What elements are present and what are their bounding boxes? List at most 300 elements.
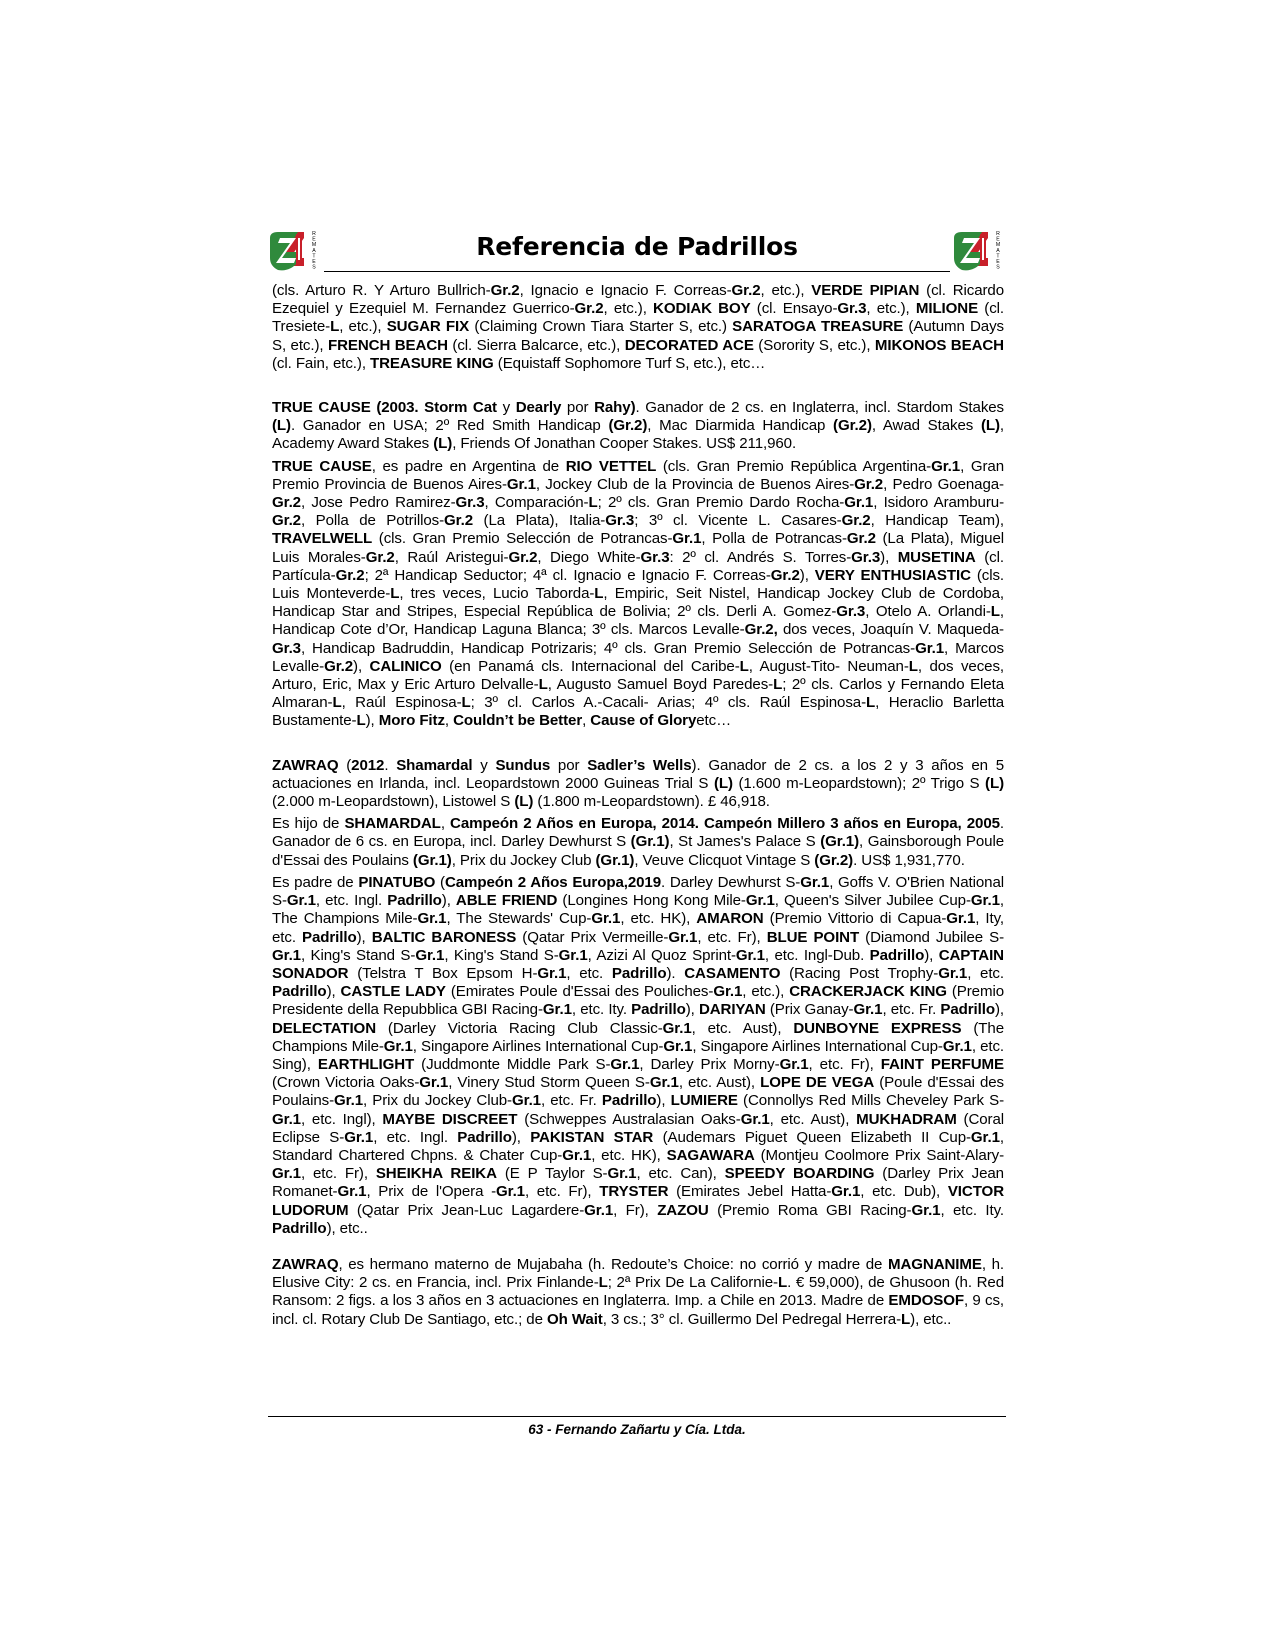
bold-text: LUMIERE (670, 1092, 738, 1110)
text-run: (Racing Post Trophy- (780, 964, 939, 982)
text-run: , etc. Ingl. (315, 892, 388, 910)
text-run: (cls. Gran Premio Selección de Potrancas- (372, 530, 673, 548)
text-run: , Gainsborough Poule d'Essai des Poulains (272, 833, 1004, 869)
text-run: , es hermano materno de Mujabaha (h. Redoute’s Choice: no corrió y madre de (338, 1255, 888, 1273)
bold-text: SARATOGA TREASURE (732, 318, 904, 336)
bold-text: RIO VETTEL (565, 457, 657, 475)
bold-text: Gr.1 (649, 1074, 679, 1092)
text-run: , Ity, etc. (272, 910, 1005, 946)
bold-text: SUGAR FIX (386, 318, 470, 336)
text-run: , Academy Award Stakes (272, 417, 1005, 453)
text-run: , etc. Ity. (940, 1201, 1004, 1219)
bold-text: MIKONOS BEACH (874, 336, 1004, 354)
text-run: ; 3º cl. Carlos A.-Cacali- Arias; 4º cls. Raúl Espinosa- (470, 694, 867, 712)
text-run: , etc. Aust), (691, 1019, 794, 1037)
text-run: (Poule d'Essai des Poulains- (272, 1074, 1004, 1110)
bold-text: (Gr.2) (608, 417, 648, 435)
text-run: : 2º cl. Andrés S. Torres- (669, 548, 852, 566)
text-run: (La Plata), Miguel Luis Morales- (272, 530, 1004, 566)
text-run: , etc. Ity. (571, 1001, 632, 1019)
bold-text: Gr.1 (558, 946, 588, 964)
text-run: (cl. Ensayo- (750, 300, 838, 318)
logo-letter: T (312, 253, 316, 260)
bold-text: (L) (514, 793, 534, 811)
text-run: (Connollys Red Mills Cheveley Park S- (737, 1092, 1005, 1110)
text-run: , Otelo A. Orlandi- (865, 603, 991, 621)
text-run: (Juddmonte Middle Park S- (414, 1055, 611, 1073)
text-run: , Singapore Airlines International Cup- (412, 1037, 664, 1055)
bold-text: (L) (433, 435, 453, 453)
text-run: , etc.), (339, 318, 387, 336)
bold-text: Campeón 2 Años Europa,2019 (444, 873, 662, 891)
bold-text: Oh Wait (546, 1310, 603, 1328)
bold-text: Campeón 2 Años en Europa, 2014. Campeón Millero 3 años en Europa, 2005 (450, 815, 1000, 833)
text-run: , Diego White- (537, 548, 641, 566)
text-run: , etc. Aust), (678, 1074, 761, 1092)
bold-text: Gr.1 (931, 457, 961, 475)
text-run: , Awad Stakes (871, 417, 981, 435)
text-run: , Fr), (613, 1201, 658, 1219)
bold-text: Gr.1 (970, 892, 1000, 910)
text-run: . US$ 1,931,770. (853, 851, 965, 869)
text-run: , Empiric, Seit Nistel, Handicap Jockey Club de Cordoba, Handicap Star and Stripes, Especial República de Bolivia; 2º cls. Derli A. Gomez- (272, 585, 1004, 621)
text-run: (Diamond Jubilee S- (859, 928, 1005, 946)
bold-text: L (330, 318, 340, 336)
text-run: (Premio Presidente della Repubblica GBI Racing- (272, 983, 1004, 1019)
bold-text: Gr.2 (770, 566, 800, 584)
page-footer: 63 - Fernando Zañartu y Cía. Ltda. (528, 1422, 746, 1437)
text-run: . Ganador de 6 cs. en Europa, incl. Darley Dewhurst S (272, 815, 1004, 851)
text-run: , The Stewards' Cup- (446, 910, 592, 928)
text-run: ), (880, 548, 898, 566)
text-run: (The Champions Mile- (272, 1019, 1004, 1055)
bold-text: (Gr.2) (833, 417, 872, 435)
bold-text: CRACKERJACK KING (789, 983, 947, 1001)
bold-text: Gr.1 (584, 1201, 614, 1219)
text-run: , etc. (967, 964, 1004, 982)
bold-text: SHEIKHA REIKA (375, 1165, 497, 1183)
bold-text: DARIYAN (698, 1001, 766, 1019)
bold-text: KODIAK BOY (653, 300, 751, 318)
text-run: , Pedro Goenaga- (883, 475, 1004, 493)
bold-text: Gr.1 (844, 494, 874, 512)
bold-text: L (901, 1310, 911, 1328)
bold-text: (L) (980, 417, 1000, 435)
logo-letter: S (996, 264, 1000, 271)
bold-text: (Gr.1) (630, 833, 670, 851)
bold-text: Gr.1 (662, 1019, 692, 1037)
bold-text: Gr.2 (324, 657, 354, 675)
text-run: . Ganador en USA; 2º Red Smith Handicap (290, 417, 609, 435)
bold-text: Gr.2, (744, 621, 778, 639)
text-run: , etc. HK), (591, 1146, 667, 1164)
bold-text: (Gr.2) (814, 851, 854, 869)
bold-text: Gr.2 (335, 566, 365, 584)
bold-text: MUKHADRAM (856, 1110, 957, 1128)
bold-text: L (739, 657, 749, 675)
text-run: , Prix du Jockey Club- (363, 1092, 512, 1110)
text-run: , dos veces, Arturo, Eric, Max y Eric Arturo Delvalle- (272, 657, 1004, 694)
bold-text: (L) (985, 774, 1005, 792)
bold-text: CASTLE LADY (340, 983, 446, 1001)
bold-text: Gr.2 (841, 512, 871, 530)
bold-text: L (332, 694, 342, 712)
logo-bar-stripe (982, 238, 984, 260)
text-run: (cls. Luis Monteverde- (272, 566, 1004, 603)
bold-text: Gr.1 (511, 1092, 541, 1110)
zr-remates-logo-right (952, 228, 1006, 274)
text-run: , Augusto Samuel Boyd Paredes- (547, 676, 774, 694)
text-run: ; 2º cls. Carlos y Fernando Eleta Almaran- (272, 676, 1004, 712)
bold-text: TRYSTER (599, 1183, 669, 1201)
bold-text: Gr.2 (490, 282, 520, 299)
bold-text: L (461, 694, 471, 712)
text-run: , Handicap Team), (870, 512, 1004, 530)
bold-text: AMARON (696, 910, 764, 928)
bold-text: Rahy) (594, 399, 636, 417)
bold-text: Gr.2 (574, 300, 604, 318)
bold-text: CALINICO (369, 657, 442, 675)
text-run: , etc.), (760, 282, 812, 299)
text-run: , Jose Pedro Ramirez- (300, 494, 456, 512)
text-run: (Autumn Days S, etc.), (272, 318, 1004, 354)
bold-text: Gr.1 (591, 910, 621, 928)
logo-letter: E (312, 259, 316, 265)
text-run: (E P Taylor S- (496, 1165, 608, 1183)
text-run: , etc. Ingl-Dub. (764, 946, 870, 964)
text-run: ), (365, 712, 379, 730)
text-run: dos veces, Joaquín V. Maqueda- (777, 621, 1004, 639)
text-run: , Azizi Al Quoz Sprint- (587, 946, 736, 964)
text-run: , etc. Fr), (300, 1165, 376, 1183)
bold-text: Gr.1 (668, 928, 698, 946)
text-run: , etc. Fr), (808, 1055, 881, 1073)
bold-text: Padrillo (631, 1001, 686, 1019)
text-run: por (550, 756, 588, 774)
text-run: , (440, 815, 451, 833)
logo-letter: E (996, 259, 1000, 265)
bold-text: Gr.1 (537, 964, 567, 982)
text-run: , etc. Ingl), (300, 1110, 383, 1128)
text-run: ), (326, 983, 341, 1001)
paragraph-shamardal-offspring (272, 874, 1004, 1238)
text-run: ; 2º cls. Gran Premio Dardo Rocha- (597, 494, 845, 512)
text-run: (Schweppes Australasian Oaks- (517, 1110, 741, 1128)
zr-remates-logo (268, 228, 322, 274)
bold-text: MUSETINA (897, 548, 976, 566)
bold-text: Gr.1 (853, 1001, 883, 1019)
bold-text: Padrillo (940, 1001, 995, 1019)
text-run: (Prix Ganay- (765, 1001, 854, 1019)
text-run: Es hijo de (272, 815, 345, 833)
bold-text: Gr.2 (365, 548, 395, 566)
bold-text: Gr.2 (508, 548, 538, 566)
bold-text: Gr.3 (605, 512, 635, 530)
text-run: (Montjeu Coolmore Prix Saint-Alary- (754, 1146, 1005, 1164)
bold-text: Gr.1 (663, 1037, 693, 1055)
text-run: , etc. Aust), (769, 1110, 857, 1128)
text-run: , Isidoro Aramburu- (873, 494, 1004, 512)
text-run: , Polla de Potrancas- (701, 530, 847, 548)
text-run: , Vinery Stud Storm Queen S- (448, 1074, 650, 1092)
bold-text: EMDOSOF (888, 1292, 965, 1310)
logo-letter: T (996, 253, 1000, 260)
bold-text: Gr.1 (383, 1037, 413, 1055)
text-run: , 9 cs, incl. cl. Rotary Club De Santiago, etc.; de (272, 1292, 1005, 1328)
bold-text: Gr.1 (415, 946, 445, 964)
text-run: (Qatar Prix Jean-Luc Lagardere- (348, 1201, 585, 1219)
text-run: , 3 cs.; 3° cl. Guillermo Del Pedregal Herrera- (602, 1310, 902, 1328)
bold-text: TREASURE KING (370, 354, 494, 372)
text-run: (2.000 m-Leopardstown), Listowel S (272, 793, 515, 811)
text-run: , Marcos Levalle- (272, 639, 1004, 675)
paragraph-true-cause (272, 399, 1004, 454)
bold-text: L (908, 657, 918, 675)
text-run: , etc. Fr), (697, 928, 767, 946)
bold-text: Gr.3 (640, 548, 670, 566)
text-run: , Prix du Jockey Club (451, 851, 596, 869)
bold-text: MAYBE DISCREET (382, 1110, 518, 1128)
text-run: (cls. Gran Premio República Argentina- (656, 457, 932, 475)
text-run: , King's Stand S- (444, 946, 559, 964)
text-run: (en Panamá cls. Internacional del Caribe- (441, 657, 740, 675)
bold-text: L (390, 585, 400, 603)
text-run: , etc. Fr), (524, 1183, 600, 1201)
bold-text: L (598, 1274, 608, 1292)
bold-text: PINATUBO (358, 873, 436, 891)
logo-letter: A (996, 247, 1000, 254)
bold-text: ZAZOU (657, 1201, 709, 1219)
text-run: , etc. HK), (620, 910, 697, 928)
logo-letter: R (996, 231, 1000, 237)
bold-text: CAPTAIN SONADOR (272, 946, 1004, 982)
bold-text: Gr.2 (854, 475, 884, 493)
bold-text: Dearly (515, 399, 562, 417)
bold-text: Gr.2 (846, 530, 876, 548)
text-run: (Audemars Piguet Queen Elizabeth II Cup- (653, 1128, 971, 1146)
bold-text: BALTIC BARONESS (371, 928, 517, 946)
bold-text: L (588, 494, 598, 512)
text-run: (Crown Victoria Oaks- (272, 1074, 420, 1092)
bold-text: L (594, 585, 604, 603)
bold-text: Gr.2 (444, 512, 473, 530)
text-run: (cl. Partícula- (272, 548, 1004, 584)
bold-text: Gr.1 (610, 1055, 640, 1073)
bold-text: Padrillo (869, 946, 925, 964)
text-run: , Raúl Espinosa- (341, 694, 462, 712)
bold-text: Gr.1 (745, 892, 775, 910)
text-run: , etc. Sing), (272, 1037, 1005, 1073)
text-run: , Gran Premio Provincia de Buenos Aires- (272, 457, 1004, 493)
bold-text: (L) (713, 774, 733, 792)
bold-text: Gr.1 (938, 964, 968, 982)
text-run: , Handicap Badruddin, Handicap Potrizaris; 4º cls. Gran Premio Selección de Potrancas- (300, 639, 916, 657)
bold-text: Gr.1 (272, 1110, 301, 1128)
text-run: (Equistaff Sophomore Turf S, etc.), etc… (493, 354, 766, 372)
bold-text: Couldn’t be Better (453, 712, 583, 730)
text-run: , Raúl Aristegui- (394, 548, 509, 566)
paragraph-zawraq (272, 757, 1004, 812)
bold-text: Moro Fitz (378, 712, 445, 730)
text-run: (Longines Hong Kong Mile- (557, 892, 746, 910)
bold-text: Gr.1 (272, 1165, 301, 1183)
bold-text: MILIONE (915, 300, 979, 318)
bold-text: Padrillo (601, 1092, 657, 1110)
bold-text: Gr.1 (286, 892, 316, 910)
bold-text: Gr.3 (455, 494, 485, 512)
bold-text: Gr.1 (337, 1183, 367, 1201)
bold-text: Gr.1 (496, 1183, 525, 1201)
text-run: . Ganador de 2 cs. en Inglaterra, incl. Stardom Stakes (635, 399, 1005, 417)
bold-text: ABLE FRIEND (455, 892, 558, 910)
text-run: ; 3º cl. Vicente L. Casares- (634, 512, 842, 530)
text-run: ), (656, 1092, 671, 1110)
logo-letter: S (312, 264, 316, 271)
bold-text: Padrillo (272, 983, 327, 1001)
text-run: , etc. Fr. (882, 1001, 941, 1019)
bold-text: Cause of Glory (590, 712, 697, 730)
text-run: , Singapore Airlines International Cup- (692, 1037, 943, 1055)
text-run: (cl. Tresiete- (272, 300, 1005, 336)
paragraph-true-cause-offspring (272, 458, 1004, 731)
text-run: , Veuve Clicquot Vintage S (634, 851, 815, 869)
text-run: , Standard Chartered Chpns. & Chater Cup- (272, 1128, 1004, 1164)
text-run: , es padre en Argentina de (371, 457, 566, 475)
bold-text: CASAMENTO (684, 964, 781, 982)
bold-text: Gr.1 (800, 873, 830, 891)
text-run: , h. Elusive City: 2 cs. en Francia, incl. Prix Finlande- (272, 1255, 1004, 1292)
text-run: , The Champions Mile- (272, 892, 1004, 928)
text-run: (1.600 m-Leopardstown); 2º Trigo S (732, 774, 986, 792)
text-run: ), (924, 946, 939, 964)
paragraph-zawraq-family (272, 1256, 1004, 1329)
logo-letter: E (312, 236, 316, 243)
bold-text: L (990, 603, 1000, 621)
bold-text: SPEEDY BOARDING (724, 1165, 875, 1183)
bold-text: Sundus (495, 756, 551, 774)
text-run: , Ignacio e Ignacio F. Correas- (519, 282, 732, 299)
text-run: ), (441, 892, 456, 910)
logo-bar-stripe (298, 238, 300, 260)
text-run: ). (666, 964, 685, 982)
text-run: (1.800 m-Leopardstown). £ 46,918. (533, 793, 770, 811)
bold-text: Padrillo (387, 892, 442, 910)
text-run: , Prix de l'Opera - (366, 1183, 496, 1201)
text-run: , etc.), (603, 300, 654, 318)
bold-text: Gr.1 (334, 1092, 364, 1110)
text-run: , Darley Prix Morny- (639, 1055, 780, 1073)
bold-text: Padrillo (302, 928, 357, 946)
page-title: Referencia de Padrillos (476, 232, 798, 261)
text-run: , Handicap Cote d’Or, Handicap Laguna Blanca; 3º cls. Marcos Levalle- (272, 603, 1004, 639)
bold-text: Gr.2 (272, 512, 301, 530)
header-rule (324, 271, 950, 272)
bold-text: FRENCH BEACH (327, 336, 448, 354)
text-run: ( (435, 873, 445, 891)
text-run: , Jockey Club de la Provincia de Buenos Aires- (535, 475, 855, 493)
text-run: ), (799, 566, 815, 584)
bold-text: Gr.1 (506, 475, 536, 493)
paragraph-continuation (272, 282, 1004, 373)
text-run: (Coral Eclipse S- (272, 1110, 1005, 1146)
text-run: ; 2ª Prix De La Californie- (607, 1274, 778, 1292)
document-body (272, 282, 1004, 1333)
logo-letter: A (312, 247, 316, 254)
text-run: , Goffs V. O'Brien National S- (272, 873, 1004, 910)
text-run: , (582, 712, 591, 730)
bold-text: Gr.1 (272, 946, 301, 964)
bold-text: VERY ENTHUSIASTIC (814, 566, 971, 584)
bold-text: (Gr.1) (595, 851, 635, 869)
text-run: (cl. Sierra Balcarce, etc.), (447, 336, 625, 354)
text-run: ), etc.. (326, 1219, 368, 1237)
bold-text: Shamardal (396, 756, 473, 774)
bold-text: Gr.1 (970, 1128, 1000, 1146)
logo-letter: M (311, 242, 317, 249)
text-run: , Polla de Potrillos- (300, 512, 445, 530)
bold-text: PAKISTAN STAR (530, 1128, 654, 1146)
bold-text: L (356, 712, 366, 730)
text-run: ). Ganador de 2 cs. a los 2 y 3 años en 5 actuaciones en Irlanda, incl. Leopardstown 2000 Guineas Trial S (272, 756, 1005, 792)
text-run: , etc.), (866, 300, 916, 318)
text-run: , etc. Dub), (860, 1183, 948, 1201)
bold-text: Gr.3 (837, 300, 867, 318)
bold-text: TRUE CAUSE (272, 399, 371, 417)
text-run: ), (511, 1128, 531, 1146)
bold-text: Gr.3 (851, 548, 881, 566)
text-run: ), (356, 928, 372, 946)
text-run: (cls. Arturo R. Y Arturo Bullrich- (272, 282, 491, 299)
bold-text: Gr.1 (740, 1110, 770, 1128)
text-run: , etc. Fr. (540, 1092, 602, 1110)
bold-text: VICTOR LUDORUM (272, 1183, 1004, 1219)
bold-text: MAGNANIME (887, 1255, 982, 1273)
text-run: , etc. Can), (636, 1165, 725, 1183)
text-run: Es padre de (272, 873, 359, 891)
bold-text: Gr.1 (831, 1183, 861, 1201)
bold-text: EARTHLIGHT (317, 1055, 415, 1073)
bold-text: LOPE DE VEGA (760, 1074, 875, 1092)
bold-text: Gr.1 (417, 910, 447, 928)
paragraph-shamardal (272, 815, 1004, 870)
bold-text: TRUE CAUSE (272, 457, 372, 475)
bold-text: Gr.1 (735, 946, 765, 964)
text-run: (cl. Fain, etc.), (272, 354, 371, 372)
text-run: ( (338, 756, 352, 774)
bold-text: Gr.1 (419, 1074, 449, 1092)
text-run: , Comparación- (484, 494, 589, 512)
text-run: (Telstra T Box Epsom H- (348, 964, 538, 982)
bold-text: Padrillo (611, 964, 667, 982)
text-run: . (384, 756, 397, 774)
bold-text: ZAWRAQ (272, 1255, 339, 1273)
bold-text: FAINT PERFUME (880, 1055, 1004, 1073)
bold-text: DELECTATION (272, 1019, 376, 1037)
bold-text: Gr.3 (272, 639, 301, 657)
bold-text: L (777, 1274, 788, 1292)
text-run: (Premio Vittorio di Capua- (763, 910, 947, 928)
text-run: . Darley Dewhurst S- (661, 873, 801, 891)
text-run: (Darley Victoria Racing Club Classic- (376, 1019, 663, 1037)
text-run: (La Plata), Italia- (473, 512, 606, 530)
text-run: , etc. Ingl. (373, 1128, 458, 1146)
bold-text: DECORATED ACE (624, 336, 754, 354)
text-run: por (561, 399, 595, 417)
bold-text: Gr.3 (836, 603, 866, 621)
text-run: , etc.), (742, 983, 790, 1001)
bold-text: Gr.1 (942, 1037, 972, 1055)
bold-text: L (773, 676, 783, 694)
